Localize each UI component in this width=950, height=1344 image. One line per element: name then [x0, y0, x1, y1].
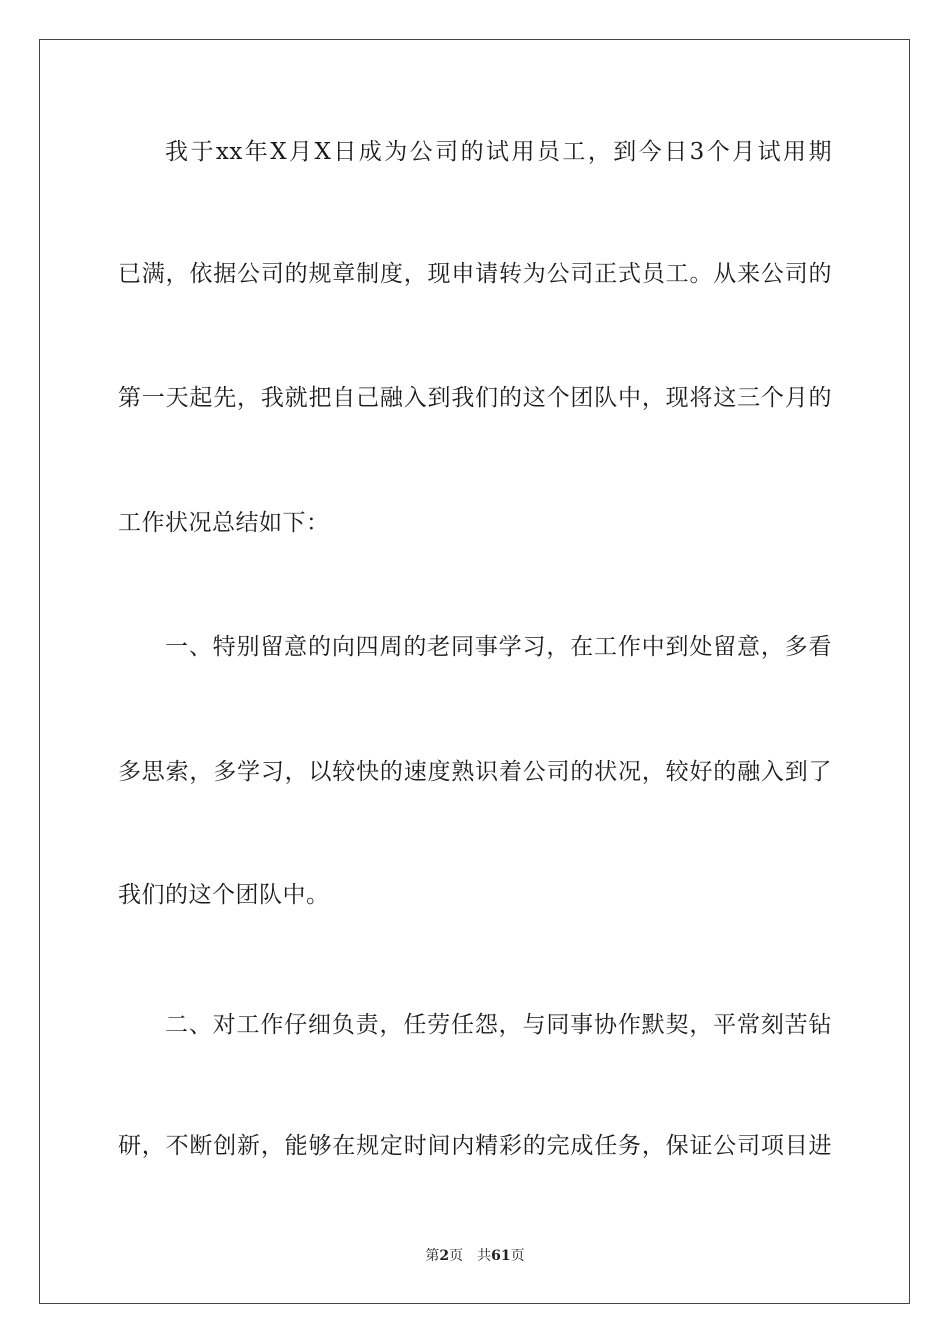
paragraph-line-5: 一、特别留意的向四周的老同事学习，在工作中到处留意，多看	[165, 634, 832, 660]
footer-page-prefix: 第	[425, 1248, 440, 1264]
paragraph-line-7: 我们的这个团队中。	[118, 882, 330, 908]
paragraph-line-1: 我于xx年X月X日成为公司的试用员工，到今日3个月试用期	[165, 139, 832, 165]
footer-total-prefix: 共	[477, 1248, 492, 1264]
paragraph-line-3: 第一天起先，我就把自己融入到我们的这个团队中，现将这三个月的	[118, 385, 832, 411]
paragraph-line-6: 多思索，多学习，以较快的速度熟识着公司的状况，较好的融入到了	[118, 759, 832, 785]
footer-page-number: 2	[439, 1248, 450, 1264]
paragraph-line-9: 研，不断创新，能够在规定时间内精彩的完成任务，保证公司项目进	[118, 1133, 832, 1159]
page-frame	[39, 39, 910, 1304]
footer-total-suffix: 页	[510, 1248, 525, 1264]
footer-total-pages: 61	[491, 1248, 511, 1264]
footer-page-suffix: 页	[449, 1248, 464, 1264]
paragraph-line-2: 已满，依据公司的规章制度，现申请转为公司正式员工。从来公司的	[118, 261, 832, 287]
paragraph-line-4: 工作状况总结如下：	[118, 510, 330, 536]
paragraph-line-8: 二、对工作仔细负责，任劳任怨，与同事协作默契，平常刻苦钻	[165, 1012, 832, 1038]
page-footer	[0, 1247, 950, 1265]
